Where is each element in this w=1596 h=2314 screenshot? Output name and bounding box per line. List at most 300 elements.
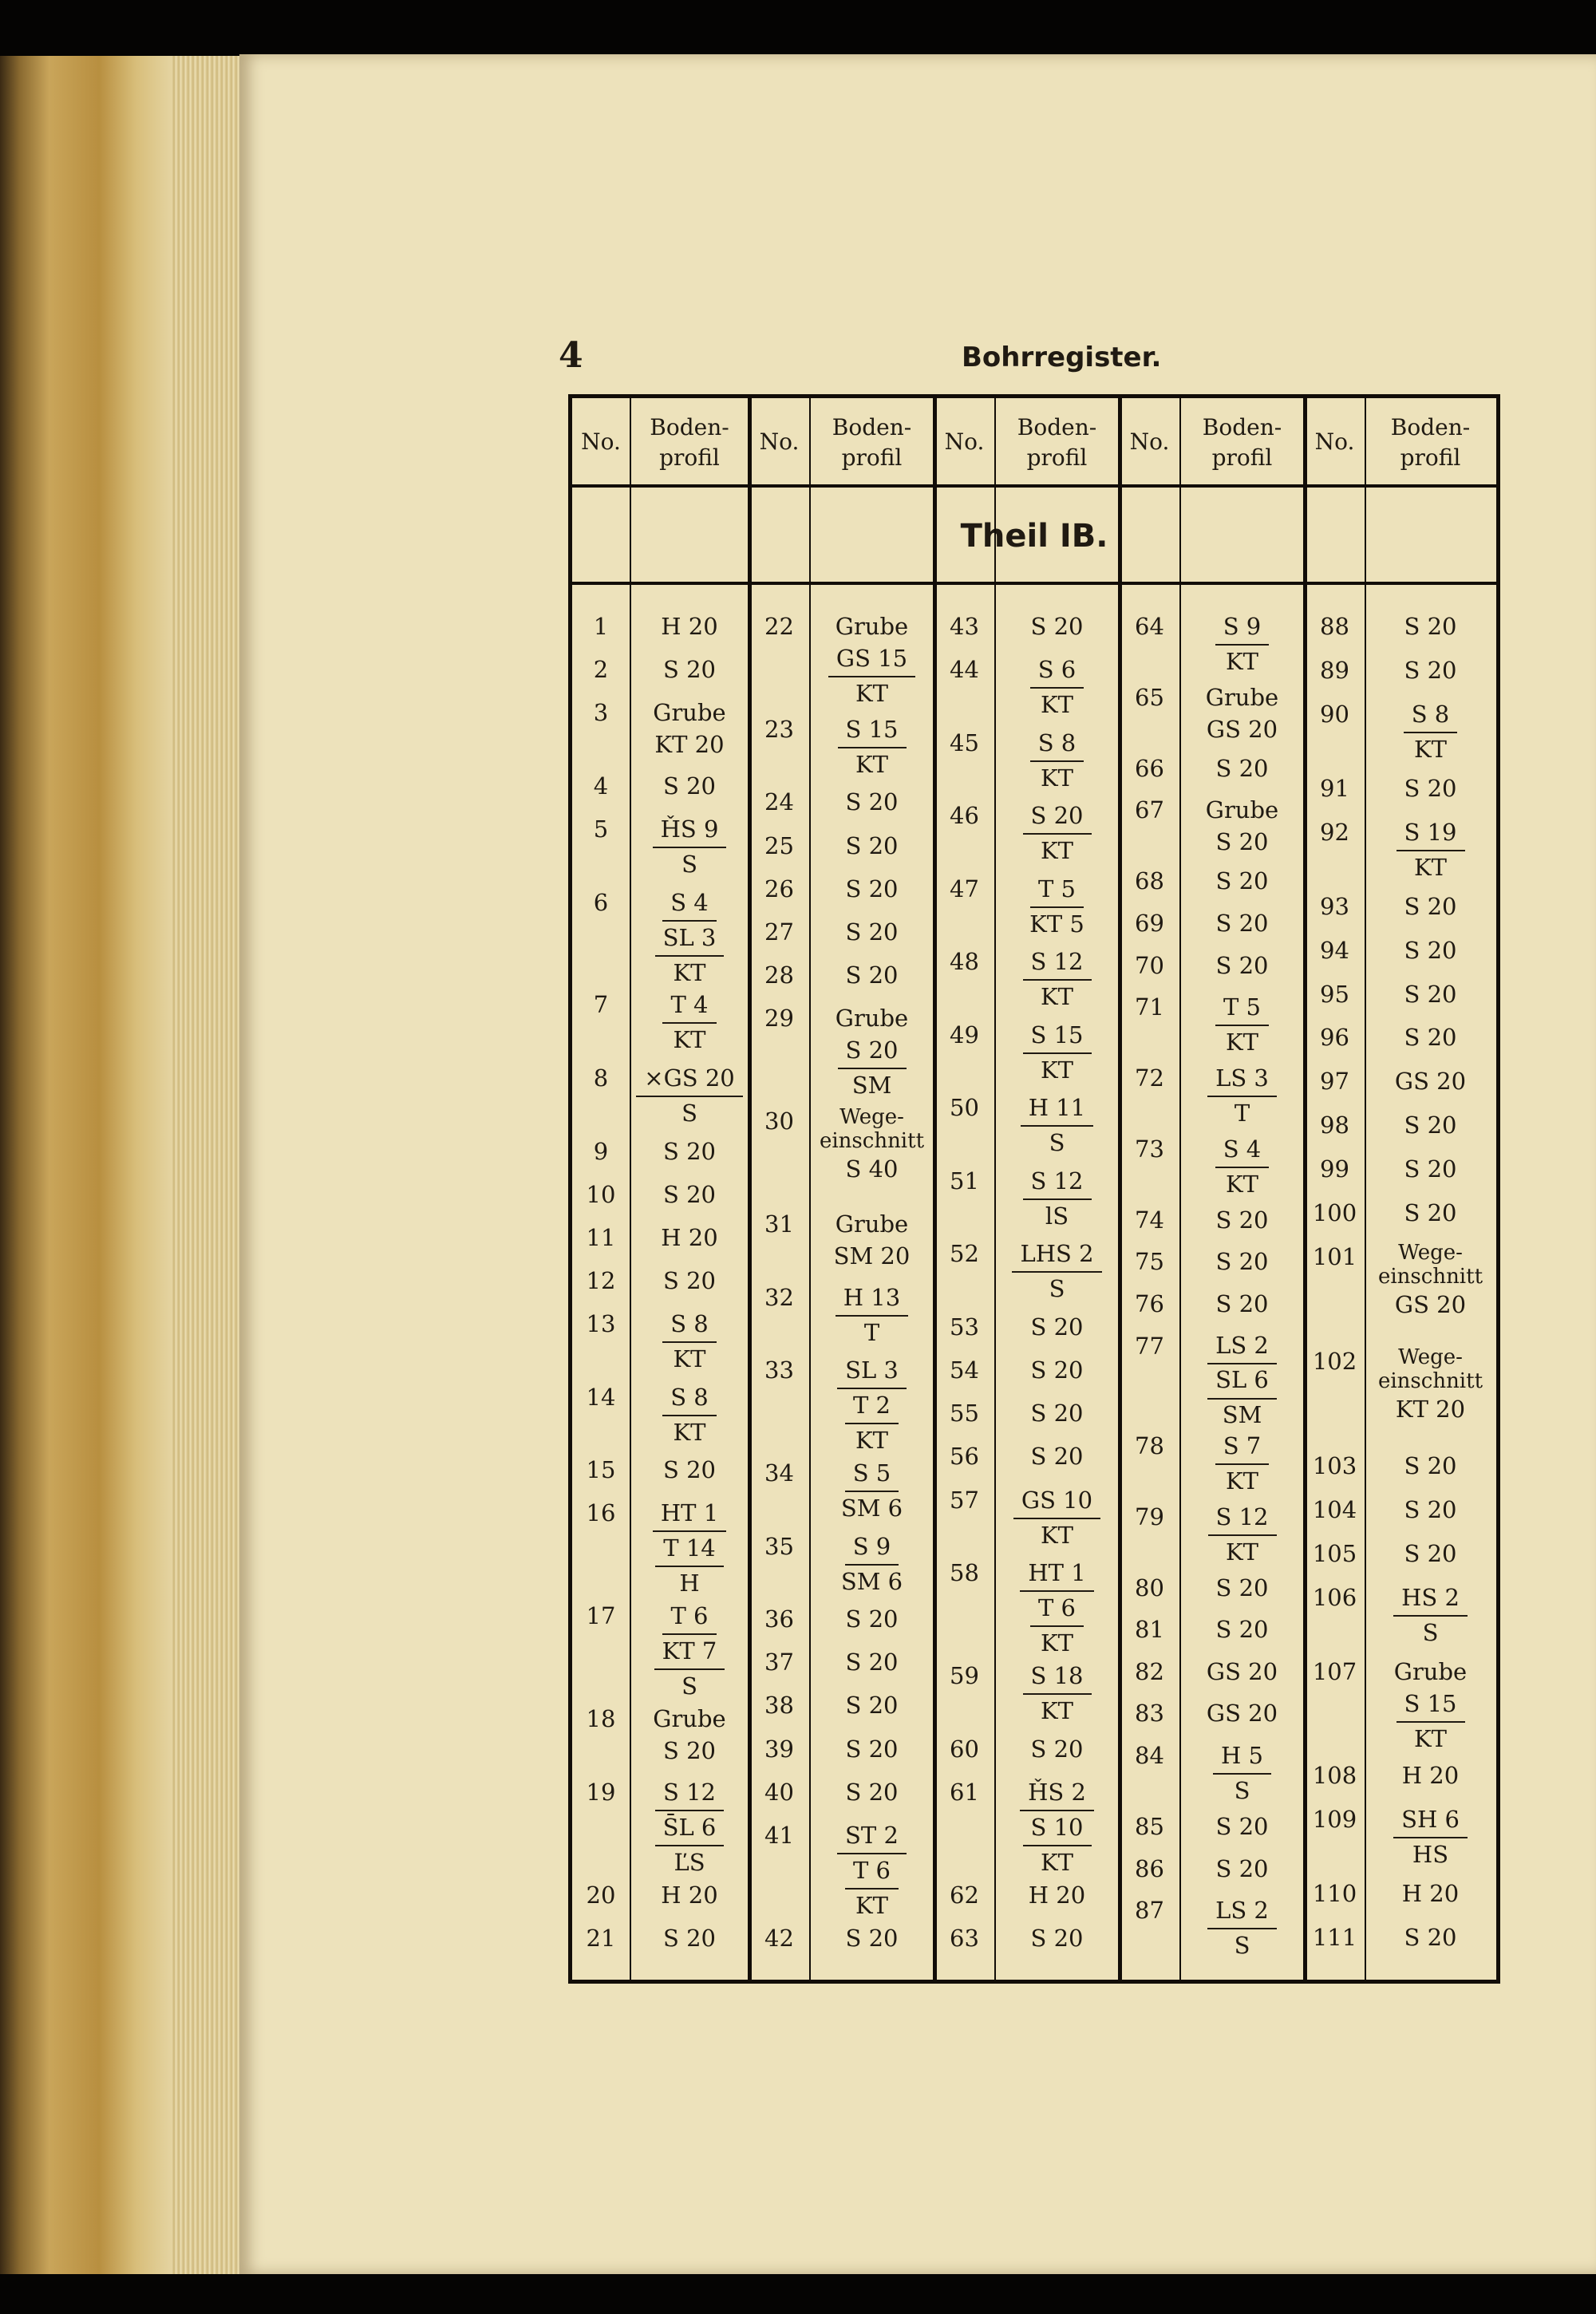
profile-line: S 20 [845,1692,899,1720]
profile-line: S 20 [663,1267,716,1295]
profile-line: GS 20 [1206,715,1278,743]
profile-line: SM 6 [840,1567,903,1595]
profile-line: H [679,1570,700,1597]
profile-line: S 20 [1215,1206,1269,1234]
profile-line: KT [1040,1629,1073,1657]
entry-number: 62 [950,1881,979,1909]
profile-line: Grube [653,699,726,727]
bodenprofil-entry [809,1689,934,1721]
bodenprofil-entry [630,770,749,802]
bodenprofil-entry [994,610,1120,642]
profile-line: GS 20 [1394,1291,1467,1319]
profile-line: KT [1225,1029,1258,1056]
bodenprofil-entry [630,610,749,642]
entry-number: 84 [1135,1742,1164,1769]
bodenprofil-entry [1179,1697,1305,1729]
bodenprofil-entry [1179,1853,1305,1885]
entry-number: 101 [1312,1243,1357,1271]
bodenprofil-entry [1179,1062,1305,1129]
profile-line: S [1049,1275,1065,1303]
profile-line: S 20 [1030,1924,1084,1952]
bodenprofil-entry [809,959,934,991]
bodenprofil-entry [1179,1501,1305,1568]
profile-line: SL 3 [655,922,725,957]
profile-line: S 20 [1215,1248,1269,1276]
entry-number: 16 [586,1499,616,1527]
entry-number: 25 [764,831,794,859]
entry-number: 44 [950,656,979,684]
bodenprofil-entry [1179,681,1305,745]
profile-line: GS 20 [1206,1657,1278,1685]
profile-line: H 20 [1028,1881,1086,1909]
profile-line: T 2 [845,1389,899,1424]
entry-number: 31 [764,1210,794,1238]
profile-line: T 6 [662,1600,716,1635]
entry-number: 61 [950,1778,979,1806]
profile-line: KT [673,1026,706,1054]
entry-number: 27 [764,918,794,946]
entry-number: 76 [1135,1290,1164,1317]
bodenprofil-entry [1365,978,1496,1010]
header-rule [572,484,1496,488]
entry-number: 71 [1135,993,1164,1021]
bodenprofil-entry [994,1238,1120,1305]
profile-line: HT 1 [653,1497,726,1532]
entry-number: 48 [950,948,979,976]
entry-number: 50 [950,1094,979,1122]
entry-number: 43 [950,613,979,640]
entry-number: 1 [593,613,609,640]
bodenprofil-entry [994,800,1120,867]
profile-line: S 20 [1404,1199,1457,1227]
bodenprofil-entry [630,1222,749,1254]
profile-line: S 20 [845,918,899,946]
profile-line: GS 20 [1394,1068,1467,1096]
entry-number: 85 [1135,1812,1164,1840]
entry-number: 7 [593,991,609,1019]
profile-line: S 4 [1215,1133,1270,1168]
entry-number: 33 [764,1356,794,1384]
profile-line: Wege- [1398,1241,1463,1266]
profile-line: T 6 [845,1854,899,1890]
bodenprofil-entry [630,1879,749,1911]
profile-line: SM 20 [833,1242,911,1270]
entry-number: 58 [950,1559,979,1587]
bodenprofil-entry [1179,1894,1305,1961]
profile-line: KT [855,680,888,707]
bodenprofil-entry [1365,1065,1496,1097]
profile-line: S 20 [1030,1735,1084,1763]
bodenprofil-entry [809,1776,934,1808]
profile-line: S 20 [1215,1574,1269,1601]
profile-line: KT [1225,1170,1258,1198]
bodenprofil-entry [1179,1572,1305,1604]
profile-line: KT 20 [654,731,725,759]
entry-number: 29 [764,1005,794,1033]
profile-line: T 14 [655,1532,723,1567]
bodenprofil-entry [1365,698,1496,765]
bodenprofil-entry [994,727,1120,794]
profile-line: einschnitt [1377,1369,1483,1393]
entry-number: 63 [950,1924,979,1952]
entry-number: 79 [1135,1503,1164,1530]
profile-line: KT [1040,1521,1073,1549]
entry-number: 19 [586,1778,616,1806]
entry-number: 56 [950,1443,979,1471]
bodenprofil-entry [994,1019,1120,1086]
profile-line: H 20 [1401,1762,1460,1790]
profile-line: S 6 [1030,654,1084,689]
bodenprofil-entry [994,1733,1120,1765]
profile-line: KT [855,1427,888,1455]
profile-line: KT [855,1891,888,1919]
bodenprofil-entry [630,1062,749,1129]
bodenprofil-entry [1365,890,1496,922]
entry-number: 10 [586,1180,616,1208]
bodenprofil-entry [630,1922,749,1954]
entry-number: 82 [1135,1657,1164,1685]
profile-line: Grube [835,613,909,640]
profile-line: H 13 [836,1281,908,1317]
profile-line: S 15 [1023,1019,1092,1054]
profile-line: S [1049,1129,1065,1157]
bodenprofil-entry [809,1922,934,1954]
entry-number: 39 [764,1735,794,1763]
entry-number: 2 [593,656,609,684]
profile-line: S 18 [1023,1660,1092,1695]
bodenprofil-entry [630,1135,749,1167]
profile-line: S 20 [1215,951,1269,979]
profile-line: Grube [835,1210,909,1238]
profile-line: S 12 [1023,1165,1092,1200]
profile-line: S 20 [1404,1539,1457,1567]
profile-line: S [681,851,697,879]
entry-number: 67 [1135,796,1164,824]
profile-line: S 20 [663,1180,716,1208]
entry-number: 90 [1320,700,1349,728]
header-bodenprofil: Boden- profil [1202,414,1282,471]
bodenprofil-entry [809,1733,934,1765]
profile-line: S 19 [1396,816,1465,851]
profile-line: einschnitt [1377,1265,1483,1289]
entry-number: 20 [586,1881,616,1909]
profile-line: KT [1040,1056,1073,1084]
entry-number: 47 [950,875,979,902]
profile-line: S 20 [1215,828,1269,856]
bodenprofil-entry [994,1776,1120,1878]
entry-number: 26 [764,875,794,902]
entry-number: 103 [1312,1451,1357,1479]
profile-line: S 20 [845,1735,899,1763]
profile-line: S 20 [1404,936,1457,964]
entry-number: 88 [1320,613,1349,640]
entry-number: 81 [1135,1616,1164,1644]
profile-line: S 20 [1404,980,1457,1008]
bodenprofil-entry [994,1484,1120,1551]
profile-line: KT [855,750,888,778]
bodenprofil-entry [809,830,934,862]
entry-number: 91 [1320,774,1349,802]
entry-number: 66 [1135,754,1164,782]
bodenprofil-entry [1365,610,1496,642]
bodenprofil-entry [630,813,749,880]
entry-number: 54 [950,1356,979,1384]
entry-number: 99 [1320,1155,1349,1183]
bodenprofil-entry [809,1603,934,1635]
entry-number: 46 [950,802,979,830]
profile-line: S 9 [1215,610,1270,646]
profile-line: S 20 [663,1924,716,1952]
bodenprofil-entry [994,1092,1120,1159]
entry-number: 32 [764,1283,794,1311]
profile-line: S 20 [1215,1616,1269,1644]
profile-line: S 20 [1404,656,1457,684]
bodenprofil-entry [1179,752,1305,784]
bodenprofil-entry [1365,1538,1496,1570]
entry-number: 30 [764,1108,794,1135]
bodenprofil-entry [994,1557,1120,1659]
profile-line: HS [1412,1841,1449,1869]
bodenprofil-entry [994,1660,1120,1727]
bodenprofil-entry [1179,991,1305,1058]
bodenprofil-entry [994,654,1120,721]
bodenprofil-entry [630,887,749,989]
bodenprofil-entry [809,1105,934,1185]
bodenprofil-entry [994,1922,1120,1954]
entry-number: 69 [1135,909,1164,937]
profile-line: S 12 [1208,1501,1277,1536]
profile-line: S 20 [1404,1924,1457,1952]
entry-number: 13 [586,1310,616,1338]
profile-line: S 15 [1396,1688,1465,1723]
bodenprofil-entry [630,654,749,685]
bodenprofil-entry [630,989,749,1056]
profile-line: H 11 [1021,1092,1093,1127]
entry-number: 36 [764,1605,794,1633]
bodenprofil-entry [809,1646,934,1678]
register-table [568,394,1500,1984]
bodenprofil-entry [809,713,934,780]
bodenprofil-entry [630,1454,749,1486]
profile-line: KT [1225,648,1258,675]
profile-line: LS 2 [1207,1894,1277,1929]
profile-line: S 20 [1030,1313,1084,1341]
bodenprofil-entry [1365,934,1496,966]
entry-number: 96 [1320,1024,1349,1052]
profile-line: LHS 2 [1012,1238,1101,1273]
profile-line: einschnitt [819,1129,925,1154]
bodenprofil-entry [809,1457,934,1524]
bodenprofil-entry [1365,1656,1496,1755]
profile-line: ST 2 [837,1819,907,1854]
bodenprofil-entry [809,610,934,709]
profile-line: S 20 [1215,1290,1269,1317]
bodenprofil-entry [1365,1345,1496,1425]
profile-line: LS 2 [1207,1330,1277,1365]
header-no: No. [944,428,985,455]
entry-number: 37 [764,1649,794,1676]
entry-number: 3 [593,699,609,727]
profile-line: S 20 [845,788,899,816]
entry-number: 80 [1135,1574,1164,1601]
profile-line: KT [1040,837,1073,865]
entry-number: 8 [593,1064,609,1092]
bodenprofil-entry [1179,1656,1305,1688]
entry-number: 55 [950,1400,979,1427]
entry-number: 51 [950,1167,979,1195]
entry-number: 70 [1135,951,1164,979]
profile-line: ×GS 20 [636,1062,742,1097]
bodenprofil-entry [1179,1739,1305,1807]
bodenprofil-entry [1179,1204,1305,1236]
entry-number: 28 [764,962,794,989]
entry-number: 83 [1135,1700,1164,1728]
bodenprofil-entry [994,1165,1120,1232]
bodenprofil-entry [809,1002,934,1101]
bodenprofil-entry [1179,907,1305,939]
profile-line: KT [1040,691,1073,719]
profile-line: GS 20 [1206,1700,1278,1728]
profile-line: GS 10 [1013,1484,1100,1519]
profile-line: T 5 [1030,873,1084,908]
profile-line: SM 6 [840,1495,903,1522]
bodenprofil-entry [1365,1921,1496,1953]
profile-line: H 20 [661,613,718,640]
header-bodenprofil: Boden- profil [832,414,912,471]
bodenprofil-entry [1365,1241,1496,1321]
profile-line: S 9 [845,1530,899,1566]
header-bodenprofil: Boden- profil [1017,414,1097,471]
bodenprofil-entry [809,1354,934,1456]
page-edges [172,56,247,2274]
profile-line: S 20 [663,1737,716,1765]
profile-line: KT 5 [1029,910,1084,938]
bodenprofil-entry [630,697,749,760]
profile-line: H 5 [1213,1739,1271,1775]
entry-number: 107 [1312,1657,1357,1685]
bodenprofil-entry [1365,1021,1496,1053]
profile-line: S 20 [1215,867,1269,895]
bodenprofil-entry [809,1530,934,1597]
profile-line: LS 3 [1207,1062,1277,1097]
entry-number: 23 [764,715,794,743]
entry-number: 4 [593,772,609,800]
profile-line: KT [673,1418,706,1446]
profile-line: S 20 [1215,909,1269,937]
bodenprofil-entry [994,1440,1120,1472]
profile-line: HT 1 [1020,1557,1093,1592]
bodenprofil-entry [630,1308,749,1375]
profile-line: S 20 [845,1924,899,1952]
bodenprofil-entry [809,873,934,905]
entry-number: 5 [593,815,609,843]
entry-number: 86 [1135,1854,1164,1882]
bodenprofil-entry [1179,1133,1305,1200]
header-no: No. [1314,428,1355,455]
profile-line: SL 6 [1207,1364,1277,1400]
profile-line: S 20 [1030,1400,1084,1427]
entry-number: 45 [950,729,979,756]
profile-line: T [863,1318,880,1346]
profile-line: S 8 [1030,727,1084,762]
bodenprofil-entry [809,1281,934,1349]
profile-line: lS [1045,1202,1069,1230]
profile-line: H 20 [661,1223,718,1251]
profile-line: T 6 [1030,1592,1084,1627]
profile-line: ȞS 9 [653,813,727,848]
profile-line: ȞS 2 [1020,1776,1094,1811]
profile-line: Grube [1205,683,1279,711]
entry-number: 35 [764,1532,794,1560]
profile-line: SL 3 [837,1354,907,1389]
bodenprofil-entry [1365,1803,1496,1870]
bodenprofil-entry [994,873,1120,940]
bodenprofil-entry [630,1179,749,1210]
bodenprofil-entry [994,1354,1120,1386]
profile-line: S [681,1100,697,1127]
profile-line: Grube [1393,1657,1468,1685]
profile-line: KT [1413,1724,1447,1752]
profile-line: H 20 [1401,1880,1460,1908]
profile-line: S [1234,1777,1250,1804]
profile-line: KT 7 [654,1635,725,1670]
entry-number: 73 [1135,1135,1164,1163]
profile-line: KT [673,958,706,986]
bodenprofil-entry [994,1397,1120,1429]
bodenprofil-entry [1365,1197,1496,1229]
bodenprofil-entry [1179,1811,1305,1842]
bodenprofil-entry [1365,816,1496,883]
entry-number: 59 [950,1662,979,1690]
profile-line: S 20 [1404,1024,1457,1052]
section-title: Theil IB. [960,518,1108,555]
bodenprofil-entry [1365,1878,1496,1909]
profile-line: T 4 [662,989,716,1024]
entry-number: 17 [586,1602,616,1630]
entry-number: 97 [1320,1068,1349,1096]
entry-number: 42 [764,1924,794,1952]
profile-line: S [1422,1618,1439,1646]
entry-number: 68 [1135,867,1164,895]
profile-line: GS 15 [828,642,915,677]
profile-line: S 20 [845,1605,899,1633]
profile-line: S 7 [1215,1430,1270,1465]
entry-number: 34 [764,1459,794,1487]
bodenprofil-entry [1179,865,1305,897]
bodenprofil-entry [1179,610,1305,677]
entry-number: 22 [764,613,794,640]
profile-line: S 8 [662,1308,717,1343]
profile-line: S 20 [845,1778,899,1806]
bodenprofil-entry [1365,1153,1496,1185]
header-no: No. [759,428,800,455]
header-bodenprofil: Boden- profil [1390,414,1471,471]
profile-line: S 8 [662,1381,717,1416]
entry-number: 77 [1135,1332,1164,1360]
bodenprofil-entry [1179,794,1305,858]
profile-line: KT [1040,1848,1073,1876]
entry-number: 92 [1320,818,1349,846]
profile-line: HS 2 [1393,1581,1468,1617]
profile-line: Wege- [1398,1345,1463,1369]
entry-number: 105 [1312,1539,1357,1567]
bodenprofil-entry [1179,1613,1305,1645]
profile-line: S 20 [838,1034,907,1069]
profile-line: S 20 [1404,1495,1457,1523]
entry-number: 53 [950,1313,979,1341]
entry-number: 49 [950,1021,979,1048]
profile-line: H 20 [661,1881,718,1909]
